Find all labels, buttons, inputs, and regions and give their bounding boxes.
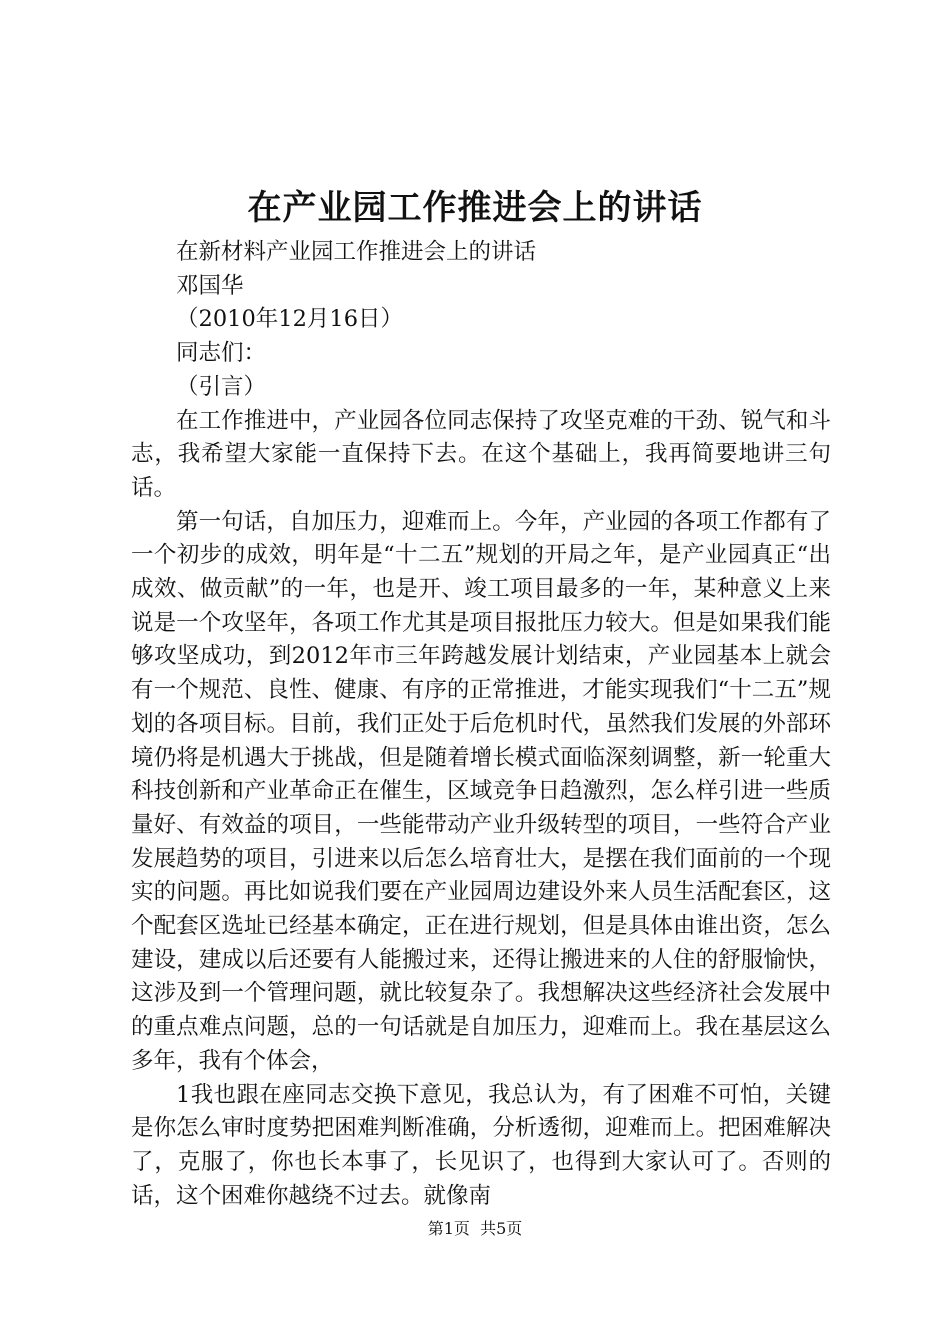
paragraph: 第一句话，自加压力，迎难而上。今年，产业园的各项工作都有了一个初步的成效，明年是“十二五”规划的开局之年，是产业园真正“出成效、做贡献”的一年，也是开、竣工项目最多的一年，某种意义上来说是一个攻坚年，各项工作尤其是项目报批压力较大。但是如果我们能够攻坚成功，到2012年市三年跨越发展计划结束，产业园基本上就会有一个规范、良性、健康、有序的正常推进，才能实现我们“十二五”规划的各项目标。目前，我们正处于后危机时代，虽然我们发展的外部环境仍将是机遇大于挑战，但是随着增长模式面临深刻调整，新一轮重大科技创新和产业革命正在催生，区域竞争日趋激烈，怎么样引进一些质量好、有效益的项目，一些能带动产业升级转型的项目，一些符合产业发展趋势的项目，引进来以后怎么培育壮大，是摆在我们面前的一个现实的问题。再比如说我们要在产业园周边建设外来人员生活配套区，这个配套区选址已经基本确定，正在进行规划，但是具体由谁出资，怎么建设，建成以后还要有人能搬过来，还得让搬进来的人住的舒服愉快，这涉及到一个管理问题，就比较复杂了。我想解决这些经济社会发展中的重点难点问题，总的一句话就是自加压力，迎难而上。我在基层这么多年，我有个体会，: [131, 508, 831, 1074]
page-footer: 第1页 共5页: [427, 1219, 523, 1238]
paragraph: 在工作推进中，产业园各位同志保持了攻坚克难的干劲、锐气和斗志，我希望大家能一直保持下去。在这个基础上，我再简要地讲三句话。: [131, 407, 831, 501]
author-line: 邓国华: [176, 272, 244, 299]
paragraph: 1我也跟在座同志交换下意见，我总认为，有了困难不可怕，关键是你怎么审时度势把困难判断准确，分析透彻，迎难而上。把困难解决了，克服了，你也长本事了，长见识了，也得到大家认可了。否则的话，这个困难你越绕不过去。就像南: [131, 1081, 831, 1209]
salutation-line: 同志们：: [176, 340, 267, 367]
document-body: [131, 236, 831, 1213]
document-title: 在产业园工作推进会上的讲话: [247, 188, 703, 228]
date-line: （2010年12月16日）: [176, 306, 404, 333]
subtitle-line: 在新材料产业园工作推进会上的讲话: [176, 239, 537, 265]
intro-heading: （引言）: [176, 373, 267, 400]
